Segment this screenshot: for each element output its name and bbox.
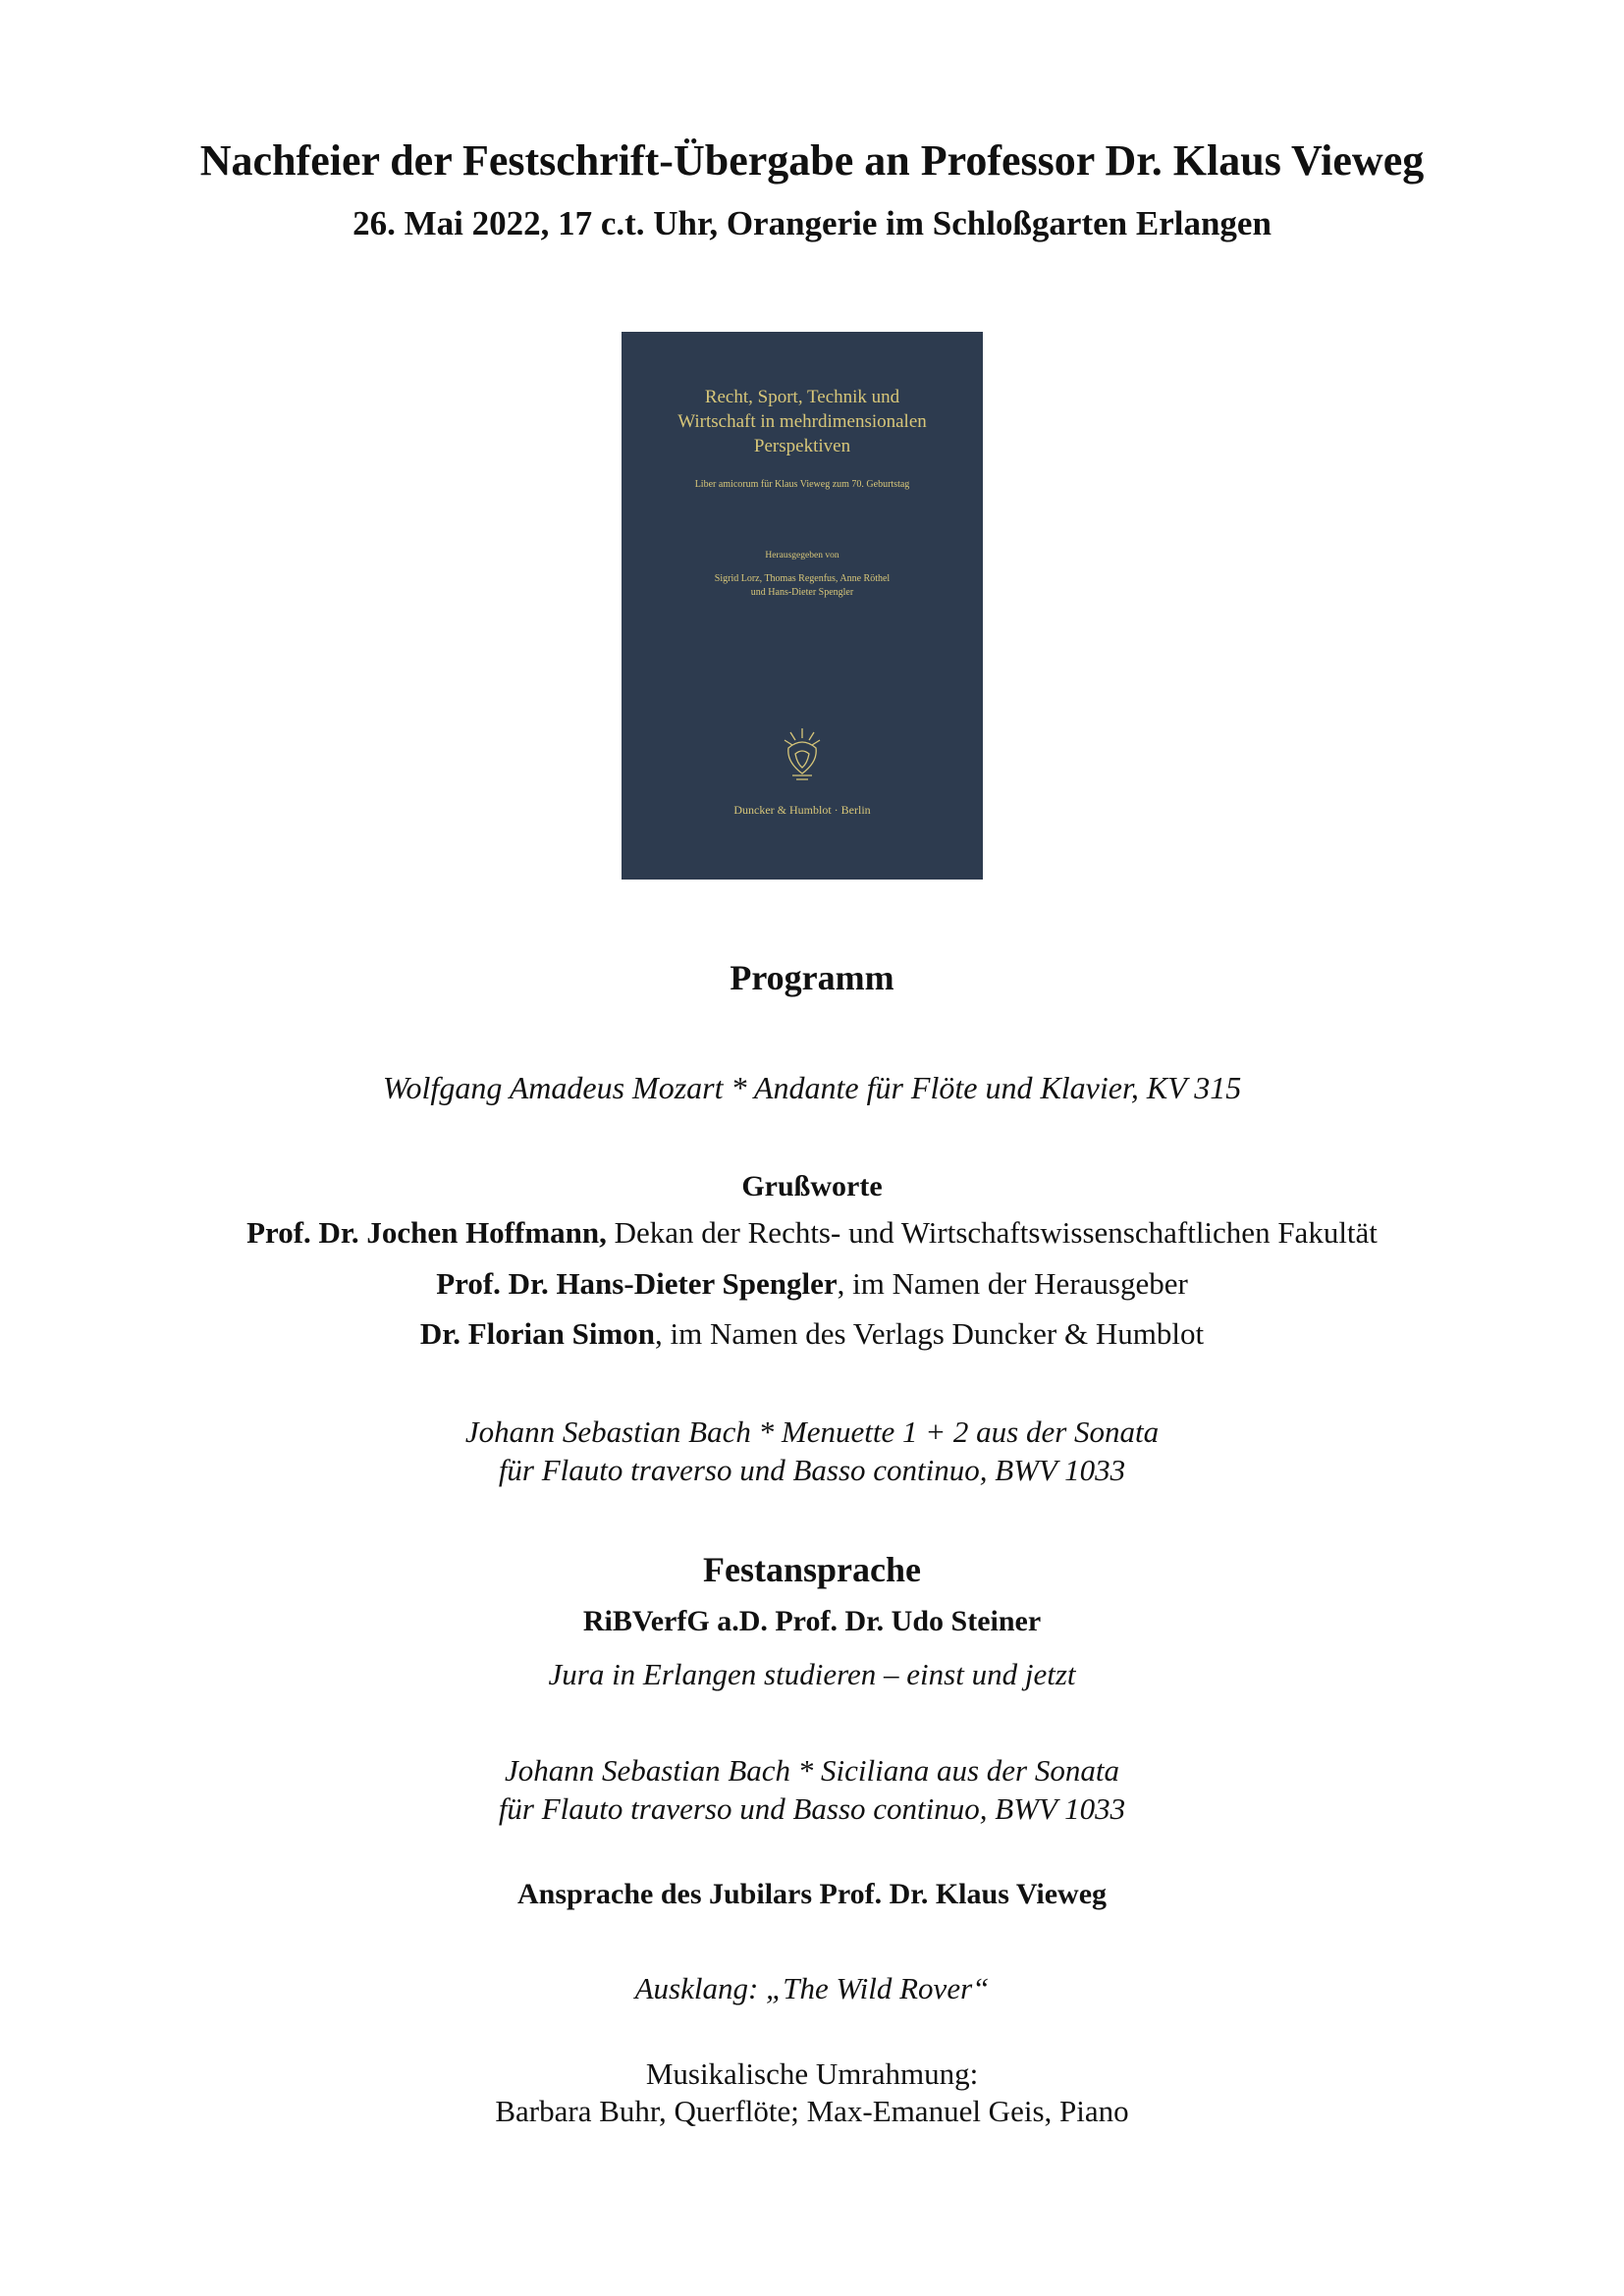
publisher-emblem-icon — [779, 724, 826, 781]
music-item-mozart: Wolfgang Amadeus Mozart * Andante für Flöte und Klavier, KV 315 — [382, 1070, 1242, 1105]
greeting-item — [0, 1266, 1624, 1302]
greeting-speaker: Prof. Dr. Hans-Dieter Spengler — [436, 1266, 838, 1301]
festansprache-heading: Festansprache — [703, 1550, 921, 1589]
keynote-topic: Jura in Erlangen studieren – einst und jetzt — [548, 1657, 1076, 1691]
music-item-bach-menuette-line2: für Flauto traverso und Basso continuo, BWV 1033 — [498, 1453, 1126, 1487]
book-subtitle: Liber amicorum für Klaus Vieweg zum 70. Geburtstag — [694, 479, 910, 490]
music-item-ausklang: Ausklang: „The Wild Rover“ — [634, 1971, 990, 2005]
book-editors — [622, 572, 983, 600]
greeting-speaker: Prof. Dr. Jochen Hoffmann, — [246, 1215, 607, 1250]
music-item-bach-siciliana: Johann Sebastian Bach * Siciliana aus der Sonata — [505, 1753, 1119, 1788]
book-title — [622, 385, 983, 458]
book-title-line: Perspektiven — [753, 436, 851, 456]
book-title-line: Recht, Sport, Technik und — [704, 387, 900, 407]
book-editors-line: Sigrid Lorz, Thomas Regenfus, Anne Röthel — [714, 573, 891, 584]
music-item-bach-menuette: Johann Sebastian Bach * Menuette 1 + 2 aus der Sonata — [464, 1415, 1160, 1449]
greeting-speaker: Dr. Florian Simon — [419, 1316, 656, 1351]
jubilar-address: Ansprache des Jubilars Prof. Dr. Klaus Vieweg — [516, 1878, 1108, 1910]
greeting-item — [0, 1316, 1624, 1352]
book-publisher: Duncker & Humblot · Berlin — [733, 803, 871, 817]
greeting-role: Dekan der Rechts- und Wirtschaftswissenschaftlichen Fakultät — [606, 1215, 1378, 1250]
greeting-role: , im Namen des Verlags Duncker & Humblot — [655, 1316, 1205, 1351]
greeting-role: , im Namen der Herausgeber — [837, 1266, 1188, 1301]
event-date-location: 26. Mai 2022, 17 c.t. Uhr, Orangerie im Schloßgarten Erlangen — [352, 204, 1272, 242]
book-cover-image — [622, 332, 983, 880]
book-editors-heading: Herausgegeben von — [765, 551, 839, 561]
grussworte-heading: Grußworte — [741, 1170, 883, 1202]
music-item-bach-siciliana-line2: für Flauto traverso und Basso continuo, BWV 1033 — [498, 1791, 1126, 1826]
musicians: Barbara Buhr, Querflöte; Max-Emanuel Geis, Piano — [495, 2094, 1129, 2128]
book-title-line: Wirtschaft in mehrdimensionalen — [677, 411, 927, 432]
musical-framing-label: Musikalische Umrahmung: — [645, 2056, 979, 2091]
book-editors-line: und Hans-Dieter Spengler — [750, 587, 854, 598]
program-heading: Programm — [730, 958, 894, 997]
keynote-speaker: RiBVerfG a.D. Prof. Dr. Udo Steiner — [582, 1605, 1042, 1637]
greeting-item — [0, 1215, 1624, 1251]
page-title: Nachfeier der Festschrift-Übergabe an Professor Dr. Klaus Vieweg — [199, 136, 1425, 185]
